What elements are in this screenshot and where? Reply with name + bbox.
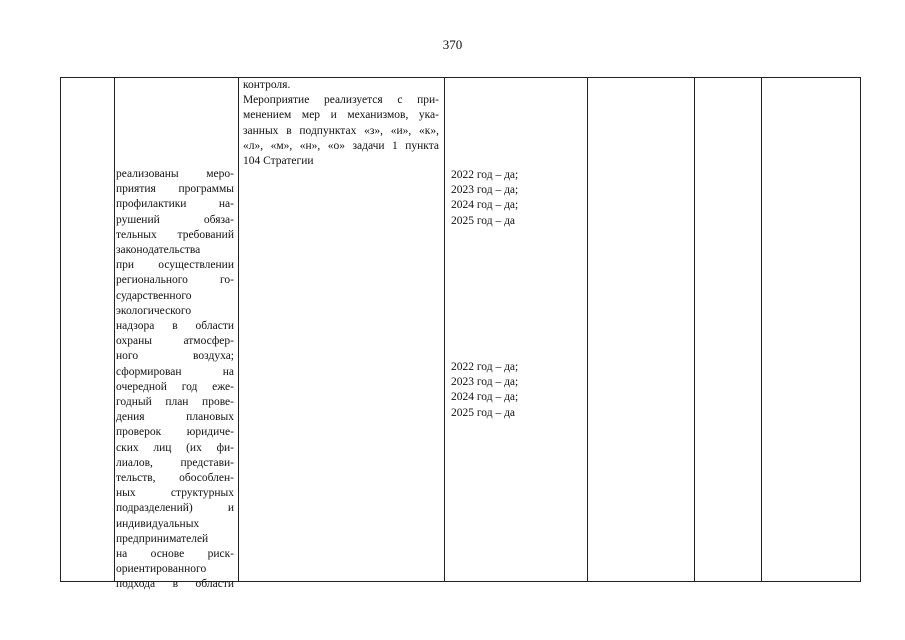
col-divider-0 bbox=[60, 77, 61, 582]
text-line: дения плановых bbox=[116, 411, 234, 424]
text-line: профилактики на- bbox=[116, 198, 234, 211]
col-divider-7 bbox=[860, 77, 861, 582]
text-line: приятия программы bbox=[116, 183, 234, 196]
text-line: экологического bbox=[116, 304, 192, 317]
text-line: 2025 год – да bbox=[451, 214, 516, 227]
text-line: реализованы меро- bbox=[116, 168, 234, 180]
col-divider-6 bbox=[761, 77, 762, 582]
text-line: охраны атмосфер- bbox=[116, 335, 234, 348]
text-line: контроля. bbox=[243, 79, 291, 91]
col-divider-5 bbox=[694, 77, 695, 582]
text-line: тельных требований bbox=[116, 228, 234, 241]
text-line: законодательства bbox=[116, 244, 201, 257]
col-divider-2 bbox=[238, 77, 239, 582]
text-line: 2022 год – да; bbox=[451, 169, 519, 181]
text-line: рушений обяза- bbox=[116, 213, 234, 226]
col-divider-1 bbox=[114, 77, 115, 582]
text-line: очередной год еже- bbox=[116, 380, 234, 393]
text-line: 2023 год – да; bbox=[451, 184, 519, 197]
page-number: 370 bbox=[442, 37, 463, 52]
text-line: 2024 год – да; bbox=[451, 391, 519, 404]
col-divider-4 bbox=[587, 77, 588, 582]
text-line: ного воздуха; bbox=[116, 350, 234, 363]
text-line: 2024 год – да; bbox=[451, 199, 519, 212]
years-status-block-2 bbox=[451, 360, 518, 421]
col-divider-3 bbox=[444, 77, 445, 582]
text-line: ориентированного bbox=[116, 563, 207, 576]
text-line: при осуществлении bbox=[116, 259, 234, 272]
text-line: сформирован на bbox=[116, 365, 234, 378]
text-line: регионального го- bbox=[116, 274, 234, 287]
text-line: 2022 год – да; bbox=[451, 361, 519, 373]
text-line: индивидуальных bbox=[116, 517, 200, 530]
text-line: «л», «м», «н», «о» задачи 1 пункта bbox=[243, 139, 439, 152]
text-line: подразделений) и bbox=[116, 502, 234, 515]
text-line: Мероприятие реализуется с при- bbox=[243, 94, 439, 107]
text-line: подхода в области bbox=[116, 578, 234, 591]
text-line: сударственного bbox=[116, 289, 192, 302]
result-description-cell bbox=[116, 167, 234, 593]
text-line: тельств, обособлен- bbox=[116, 472, 234, 485]
text-line: 2025 год – да bbox=[451, 406, 516, 419]
text-line: 2023 год – да; bbox=[451, 376, 519, 389]
mechanism-description-cell bbox=[243, 78, 439, 169]
text-line: 104 Стратегии bbox=[243, 155, 314, 168]
text-line: на основе риск- bbox=[116, 548, 234, 561]
text-line: ных структурных bbox=[116, 487, 234, 500]
years-status-block-1 bbox=[451, 168, 518, 229]
text-line: менением мер и механизмов, ука- bbox=[243, 109, 439, 122]
text-line: ских лиц (их фи- bbox=[116, 441, 234, 454]
table-top-border bbox=[60, 77, 860, 78]
text-line: надзора в области bbox=[116, 320, 234, 333]
text-line: годный план прове- bbox=[116, 396, 234, 409]
text-line: занных в подпунктах «з», «и», «к», bbox=[243, 124, 439, 137]
text-line: лиалов, представи- bbox=[116, 456, 234, 469]
text-line: предпринимателей bbox=[116, 532, 209, 545]
text-line: проверок юридиче- bbox=[116, 426, 234, 439]
